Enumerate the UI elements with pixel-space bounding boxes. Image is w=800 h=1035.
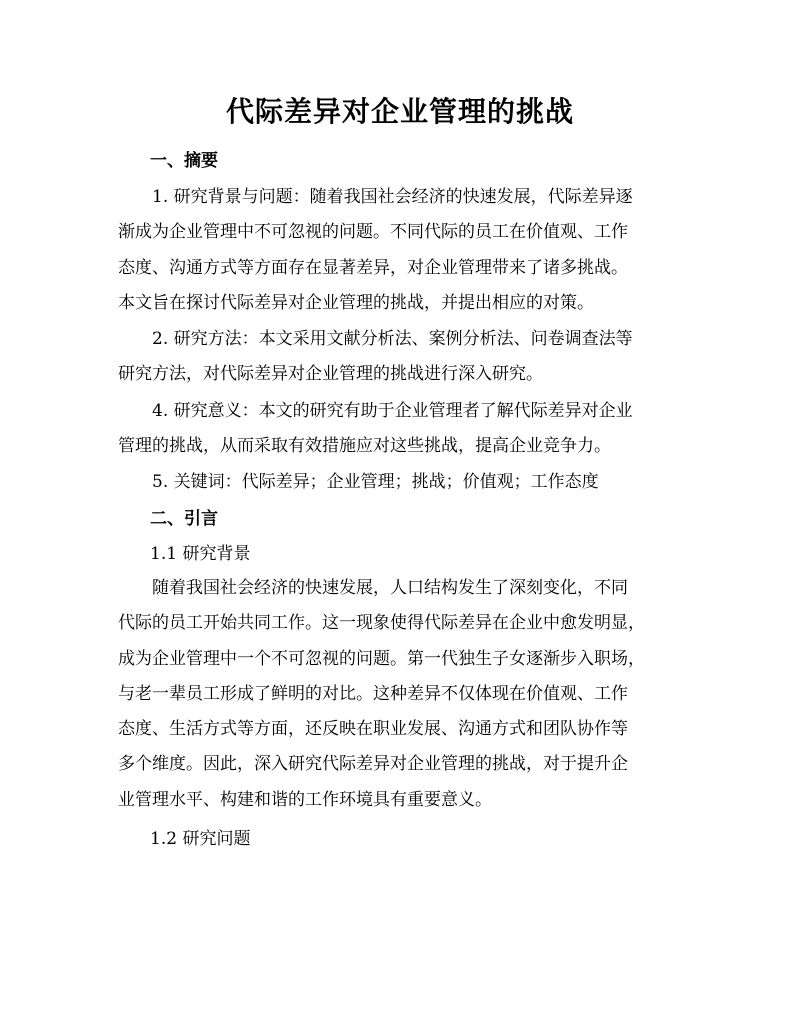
subsection-heading-questions: 1.2 研究问题 [150, 829, 251, 849]
text-line: 业管理水平、构建和谐的工作环境具有重要意义。 [118, 789, 492, 810]
text-line: 代际的员工开始共同工作。这一现象使得代际差异在企业中愈发明显， [118, 613, 645, 634]
text-line: 管理的挑战，从而采取有效措施应对这些挑战，提高企业竞争力。 [118, 436, 611, 457]
text-line: 态度、沟通方式等方面存在显著差异，对企业管理带来了诸多挑战。 [118, 257, 628, 278]
text-line: 态度、生活方式等方面，还反映在职业发展、沟通方式和团队协作等 [118, 719, 628, 740]
text-line: 多个维度。因此，深入研究代际差异对企业管理的挑战，对于提升企 [118, 754, 628, 775]
text-line: 2. 研究方法：本文采用文献分析法、案例分析法、问卷调查法等 [118, 329, 633, 349]
text-line: 5. 关键词：代际差异；企业管理；挑战；价值观；工作态度 [118, 472, 599, 492]
text-line: 成为企业管理中一个不可忽视的问题。第一代独生子女逐渐步入职场， [118, 648, 645, 669]
abstract-paragraph-keywords [118, 465, 678, 500]
section-heading-intro: 二、引言 [150, 509, 218, 529]
intro-paragraph-background [118, 571, 678, 818]
text-line: 随着我国社会经济的快速发展，人口结构发生了深刻变化，不同 [118, 578, 628, 598]
document-title: 代际差异对企业管理的挑战 [225, 95, 574, 128]
text-line: 1. 研究背景与问题：随着我国社会经济的快速发展，代际差异逐 [118, 187, 633, 207]
abstract-paragraph-background [118, 180, 678, 321]
text-line: 渐成为企业管理中不可忽视的问题。不同代际的员工在价值观、工作 [118, 222, 628, 243]
text-line: 4. 研究意义：本文的研究有助于企业管理者了解代际差异对企业 [118, 401, 633, 421]
abstract-paragraph-significance [118, 394, 678, 465]
text-line: 研究方法，对代际差异对企业管理的挑战进行深入研究。 [118, 364, 543, 385]
subsection-heading-background: 1.1 研究背景 [150, 544, 251, 564]
text-line: 本文旨在探讨代际差异对企业管理的挑战，并提出相应的对策。 [118, 292, 594, 313]
section-heading-abstract: 一、摘要 [150, 151, 218, 171]
text-line: 与老一辈员工形成了鲜明的对比。这种差异不仅体现在价值观、工作 [118, 683, 628, 704]
abstract-paragraph-methods [118, 322, 678, 393]
